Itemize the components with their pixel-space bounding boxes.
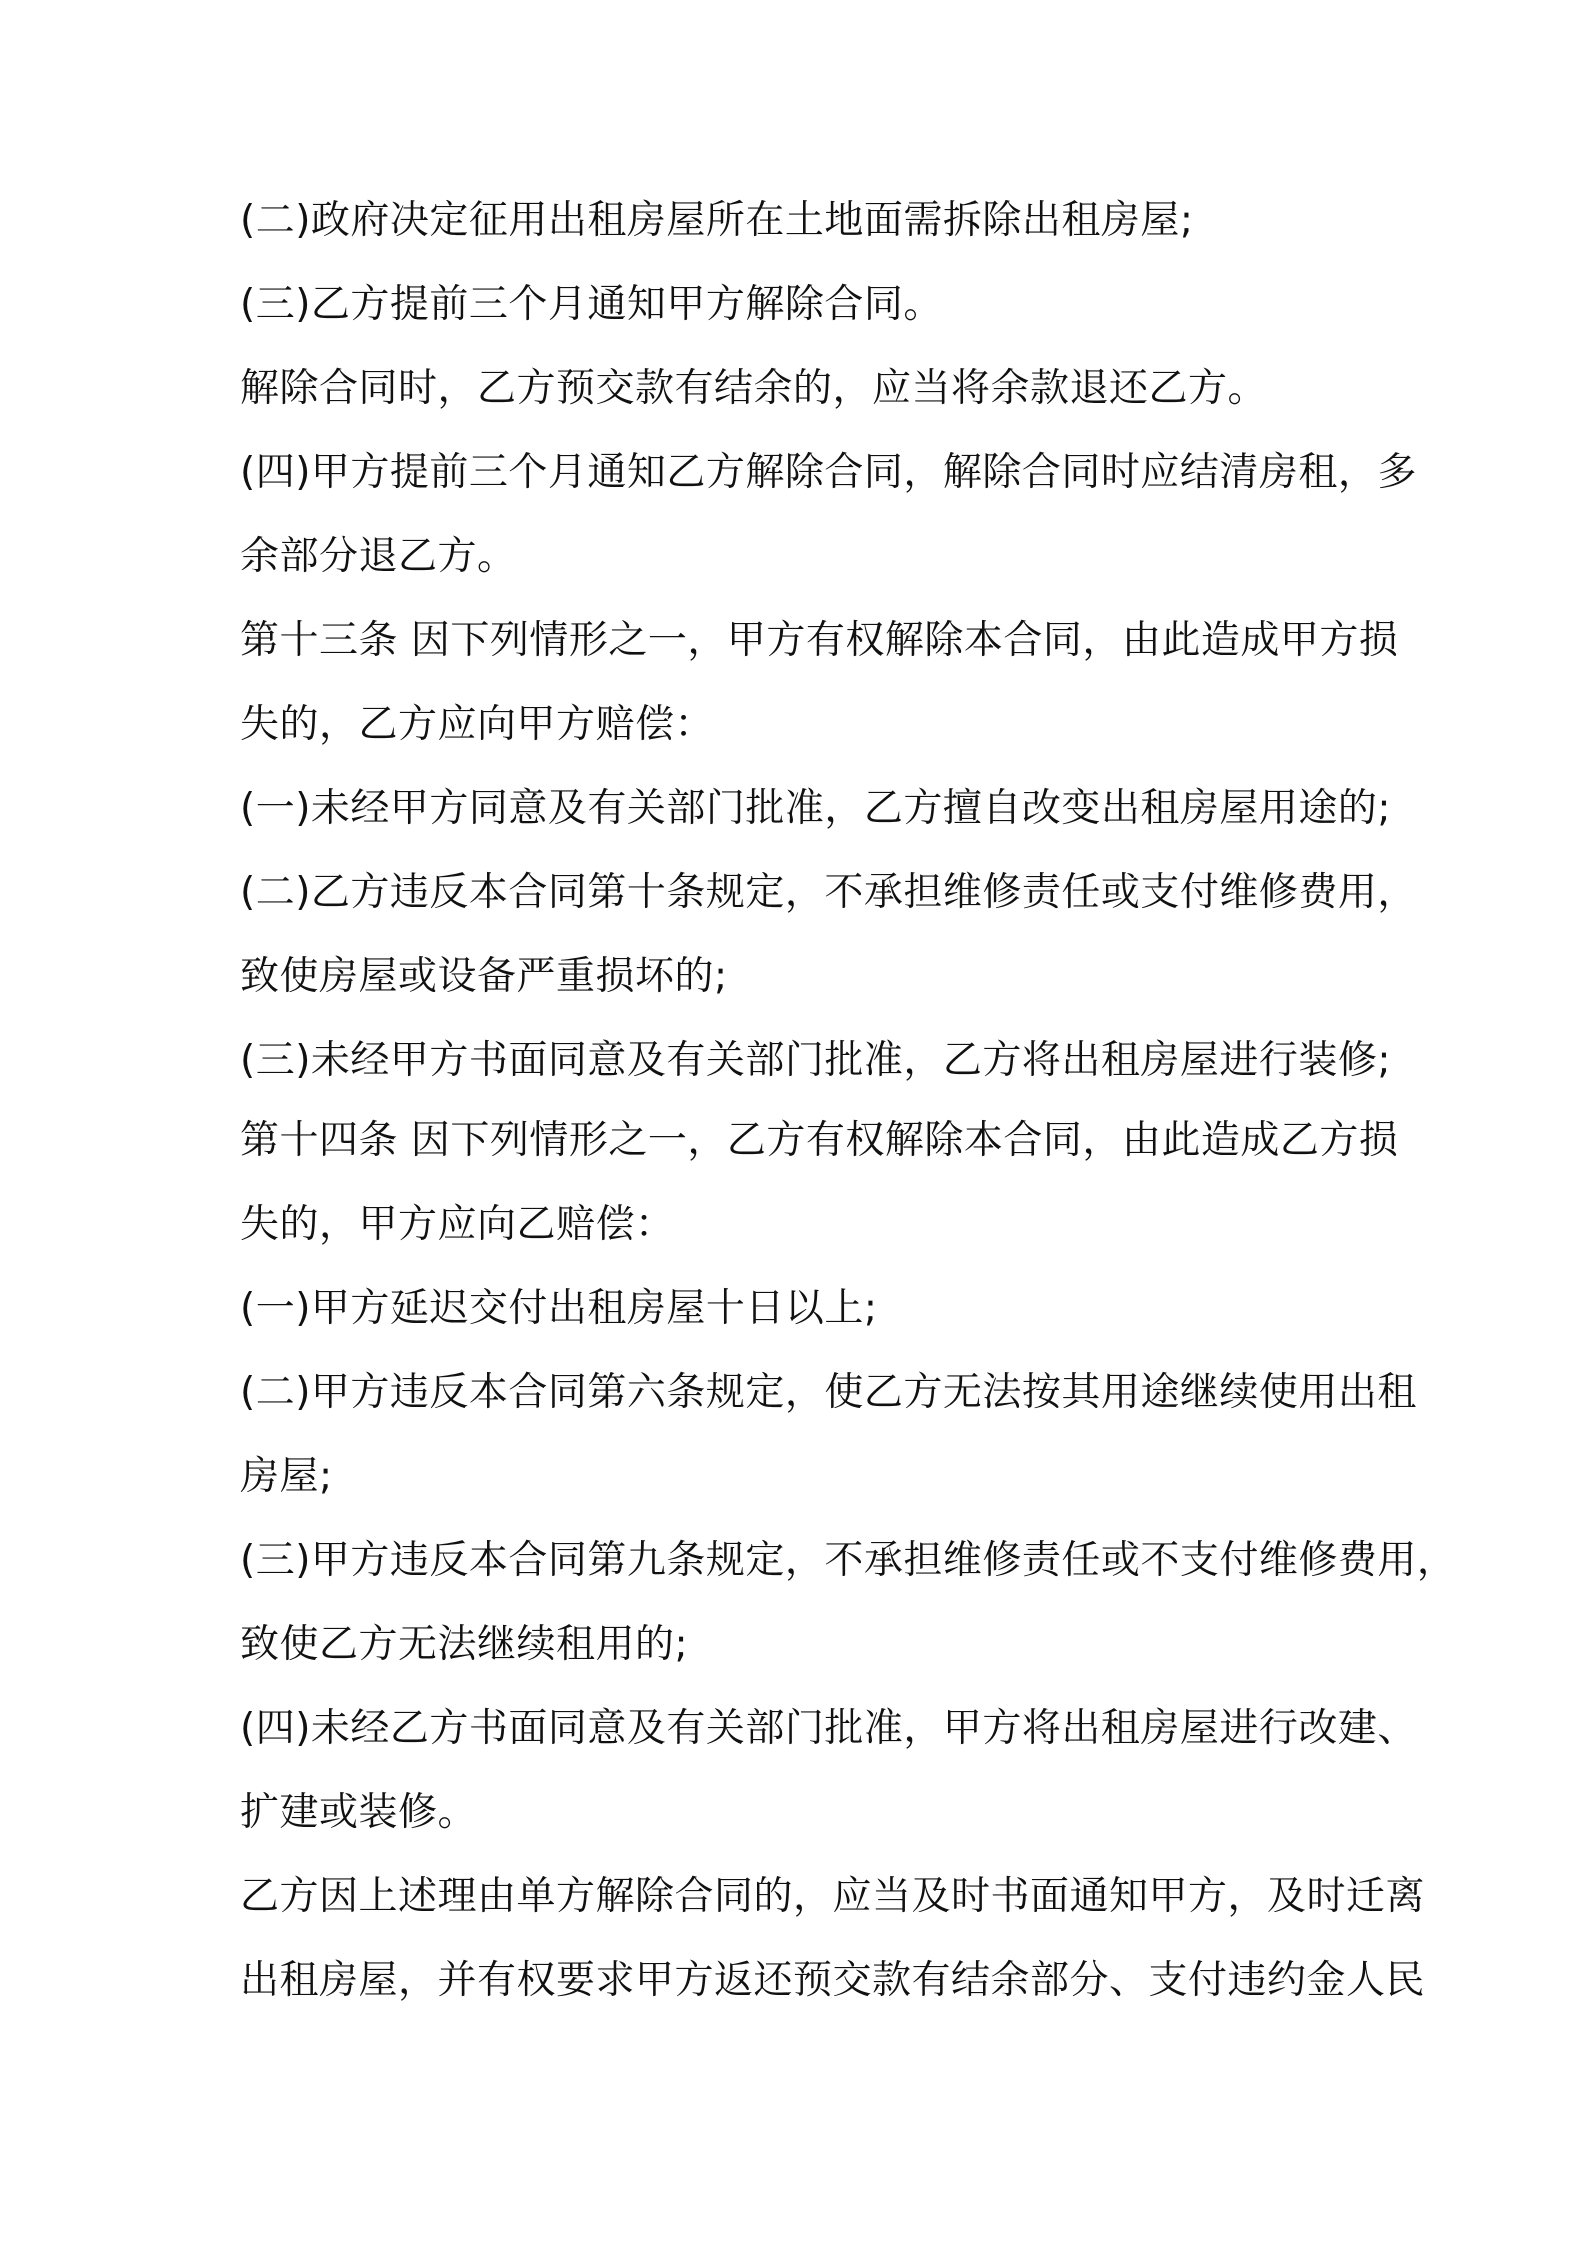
text-line: (三)未经甲方书面同意及有关部门批准，乙方将出租房屋进行装修; (240, 1038, 1392, 1083)
text-line: (一)未经甲方同意及有关部门批准，乙方擅自改变出租房屋用途的; (240, 786, 1392, 831)
text-line: 解除合同时，乙方预交款有结余的，应当将余款退还乙方。 (240, 366, 1268, 411)
text-line: (二)甲方违反本合同第六条规定，使乙方无法按其用途继续使用出租 (240, 1370, 1417, 1415)
text-line: 致使房屋或设备严重损坏的; (240, 954, 728, 999)
text-line: (三)乙方提前三个月通知甲方解除合同。 (240, 282, 943, 327)
text-line: (三)甲方违反本合同第九条规定，不承担维修责任或不支付维修费用， (240, 1538, 1457, 1583)
text-line: (一)甲方延迟交付出租房屋十日以上; (240, 1286, 878, 1331)
text-line: 致使乙方无法继续租用的; (240, 1622, 689, 1667)
text-line: (二)政府决定征用出租房屋所在土地面需拆除出租房屋; (240, 198, 1194, 243)
text-line: (四)未经乙方书面同意及有关部门批准，甲方将出租房屋进行改建、 (240, 1706, 1417, 1751)
text-line: 出租房屋，并有权要求甲方返还预交款有结余部分、支付违约金人民 (240, 1958, 1426, 2003)
document-body (240, 198, 1457, 2042)
text-line: 扩建或装修。 (240, 1790, 478, 1835)
text-line: 失的，乙方应向甲方赔偿： (240, 702, 715, 747)
text-line: 房屋; (240, 1454, 333, 1499)
text-line: 乙方因上述理由单方解除合同的，应当及时书面通知甲方，及时迁离 (240, 1874, 1426, 1919)
text-line: 失的，甲方应向乙赔偿： (240, 1202, 675, 1247)
text-line: 余部分退乙方。 (240, 534, 517, 579)
text-line: 第十四条 因下列情形之一，乙方有权解除本合同，由此造成乙方损 (240, 1118, 1399, 1163)
text-line: (二)乙方违反本合同第十条规定，不承担维修责任或支付维修费用， (240, 870, 1417, 915)
text-line: 第十三条 因下列情形之一，甲方有权解除本合同，由此造成甲方损 (240, 618, 1399, 663)
text-line: (四)甲方提前三个月通知乙方解除合同，解除合同时应结清房租，多 (240, 450, 1417, 495)
